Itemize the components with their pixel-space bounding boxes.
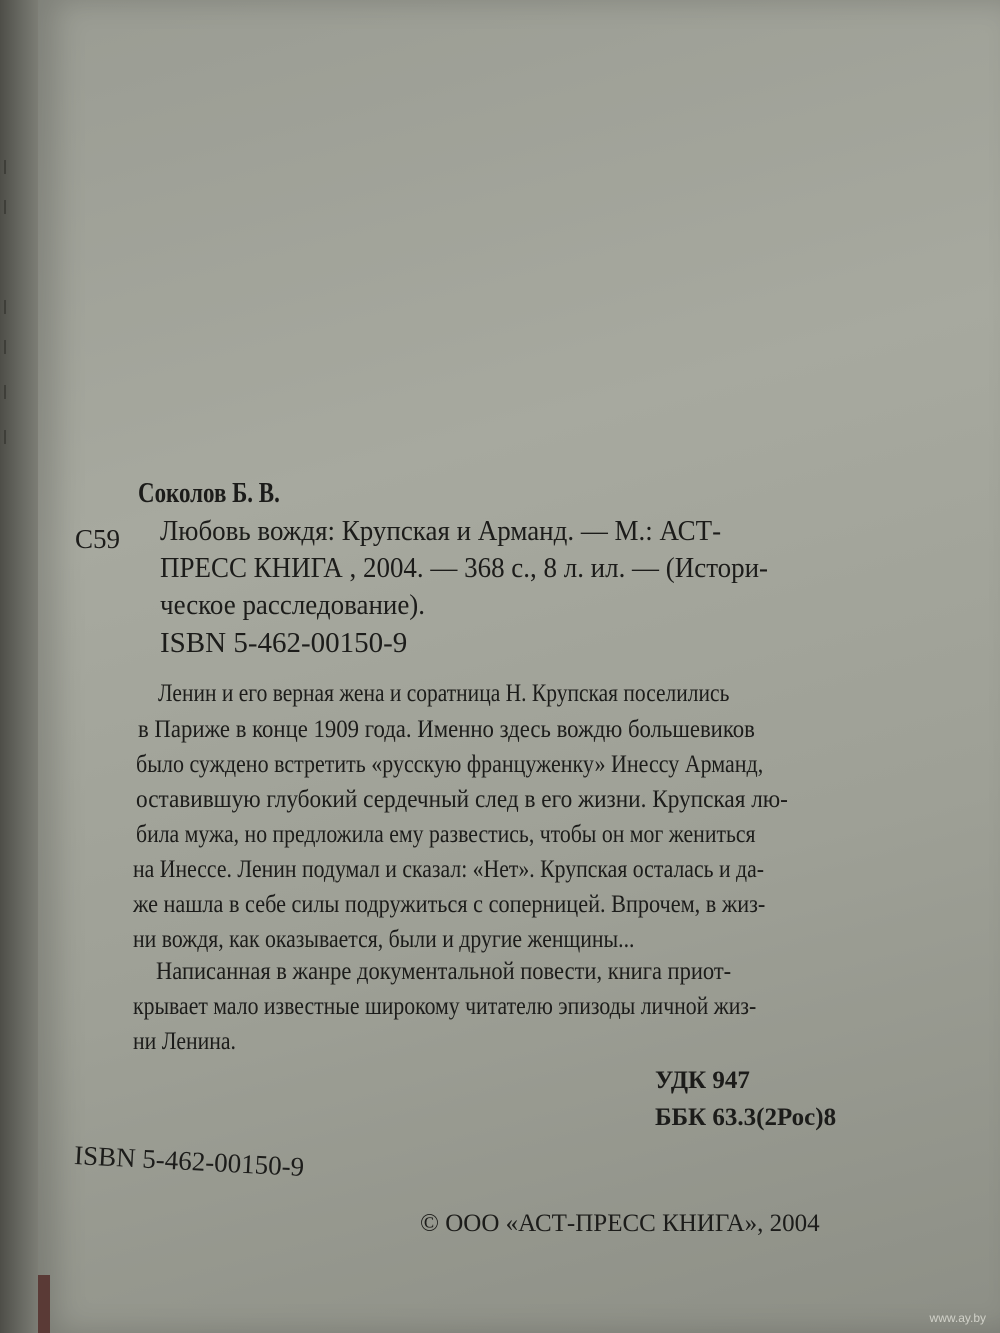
udk-code: УДК 947 bbox=[655, 1067, 750, 1094]
bibliographic-line: ПРЕСС КНИГА , 2004. — 368 с., 8 л. ил. — (Истори- bbox=[160, 552, 769, 584]
annotation-line: оставившую глубокий сердечный след в его жизни. Крупская лю- bbox=[136, 786, 788, 813]
annotation-line: в Париже в конце 1909 года. Именно здесь вождю большевиков bbox=[138, 716, 755, 743]
bbk-code: ББК 63.3(2Рос)8 bbox=[655, 1104, 837, 1131]
copyright-notice: © ООО «АСТ-ПРЕСС КНИГА», 2004 bbox=[420, 1210, 820, 1237]
annotation-line: Написанная в жанре документальной повести, книга приот- bbox=[156, 958, 732, 985]
bibliographic-line: ческое расследование). bbox=[160, 589, 426, 621]
page-corner bbox=[38, 1275, 50, 1333]
annotation-line: ни Ленина. bbox=[133, 1028, 236, 1055]
annotation-line: била мужа, но предложила ему развестись, чтобы он мог жениться bbox=[136, 821, 756, 848]
annotation-line: же нашла в себе силы подружиться с соперницей. Впрочем, в жиз- bbox=[133, 891, 766, 918]
isbn-footer: ISBN 5-462-00150-9 bbox=[73, 1140, 305, 1183]
gutter-mark bbox=[4, 160, 14, 174]
annotation-line: Ленин и его верная жена и соратница Н. Крупская поселились bbox=[158, 680, 730, 707]
annotation-line: было суждено встретить «русскую француженку» Инессу Арманд, bbox=[136, 751, 764, 778]
gutter-mark bbox=[4, 385, 14, 399]
annotation-line: ни вождя, как оказывается, были и другие женщины... bbox=[133, 926, 635, 953]
book-page bbox=[38, 0, 1000, 1333]
bibliographic-line: Любовь вождя: Крупская и Арманд. — М.: АСТ- bbox=[160, 515, 722, 547]
catalog-code: С59 bbox=[75, 524, 121, 554]
gutter-mark bbox=[4, 200, 14, 214]
isbn-record: ISBN 5-462-00150-9 bbox=[160, 627, 408, 659]
book-gutter bbox=[0, 0, 38, 1333]
gutter-mark bbox=[4, 340, 14, 354]
site-watermark: www.ay.by bbox=[929, 1311, 986, 1325]
author-name: Соколов Б. В. bbox=[138, 478, 280, 509]
gutter-mark bbox=[4, 430, 14, 444]
annotation-line: крывает мало известные широкому читателю эпизоды личной жиз- bbox=[133, 993, 757, 1020]
annotation-line: на Инессе. Ленин подумал и сказал: «Нет». Крупская осталась и да- bbox=[133, 856, 765, 883]
gutter-mark bbox=[4, 300, 14, 314]
